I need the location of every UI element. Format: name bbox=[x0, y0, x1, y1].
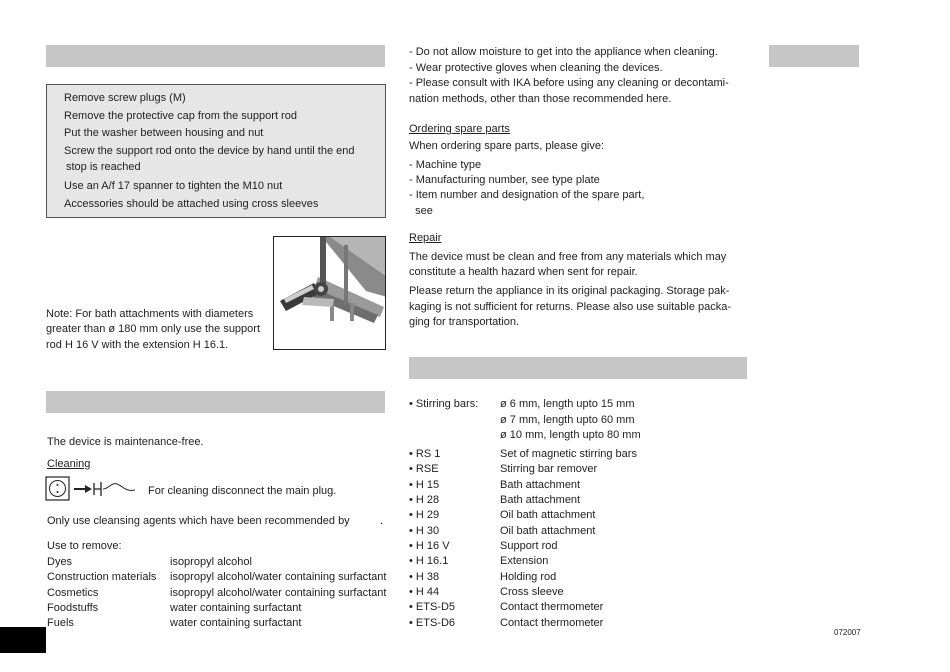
repair-line-4: kaging is not sufficient for returns. Please also use suitable packa- bbox=[409, 301, 732, 313]
header-bar-accessories bbox=[409, 357, 747, 379]
repair-line-1: The device must be clean and free from any materials which may bbox=[409, 251, 727, 263]
accessory-desc: Support rod bbox=[500, 540, 558, 552]
accessory-row-8 bbox=[409, 554, 739, 568]
spare-parts-heading: Ordering spare parts bbox=[409, 123, 510, 135]
assembly-step-3: Put the washer between housing and nut bbox=[64, 127, 264, 139]
spare-parts-intro: When ordering spare parts, please give: bbox=[409, 140, 605, 152]
accessory-desc: Bath attachment bbox=[500, 479, 581, 491]
accessory-row-1 bbox=[409, 447, 739, 461]
accessory-row-3 bbox=[409, 478, 739, 492]
assembly-step-4: Screw the support rod onto the device by hand until the end bbox=[64, 145, 355, 157]
cleaning-heading: Cleaning bbox=[47, 458, 91, 470]
cleaning-row-1 bbox=[47, 555, 387, 569]
stirring-bar-size-1: ø 6 mm, length upto 15 mm bbox=[500, 398, 635, 410]
accessory-row-6 bbox=[409, 524, 739, 538]
accessory-desc: Oil bath attachment bbox=[500, 509, 596, 521]
accessory-row-7 bbox=[409, 539, 739, 553]
stirring-bar-size-3: ø 10 mm, length upto 80 mm bbox=[500, 429, 641, 441]
accessory-row-4 bbox=[409, 493, 739, 507]
accessory-desc: Contact thermometer bbox=[500, 601, 604, 613]
accessory-code: • H 16 V bbox=[409, 540, 450, 552]
accessory-code: • H 30 bbox=[409, 525, 440, 537]
assembly-step-1: Remove screw plugs (M) bbox=[64, 92, 186, 104]
cleaning-agent: water containing surfactant bbox=[170, 602, 302, 614]
note-line-3: rod H 16 V with the extension H 16.1. bbox=[46, 339, 229, 351]
accessory-row-10 bbox=[409, 585, 739, 599]
accessory-code: • ETS-D5 bbox=[409, 601, 456, 613]
support-rod-illustration bbox=[274, 237, 386, 350]
note-line-1: Note: For bath attachments with diameters bbox=[46, 308, 254, 320]
cleaning-item: Foodstuffs bbox=[47, 602, 99, 614]
spare-parts-item-1: - Machine type bbox=[409, 159, 482, 171]
stirring-bars-label: • Stirring bars: bbox=[409, 398, 479, 410]
accessory-row-12 bbox=[409, 616, 739, 630]
cleaning-row-3 bbox=[47, 586, 387, 600]
cleaning-agent: isopropyl alcohol bbox=[170, 556, 252, 568]
header-bar-side-tab bbox=[769, 45, 859, 67]
document-code: 072007 bbox=[834, 628, 861, 637]
cleaning-row-4 bbox=[47, 601, 387, 615]
accessory-desc: Extension bbox=[500, 555, 549, 567]
spare-parts-item-3: - Item number and designation of the spare part, bbox=[409, 189, 645, 201]
warning-line-4: nation methods, other than those recommended here. bbox=[409, 93, 672, 105]
disconnect-note: For cleaning disconnect the main plug. bbox=[148, 485, 337, 497]
header-bar-assembly bbox=[46, 45, 385, 67]
spare-parts-item-2: - Manufacturing number, see type plate bbox=[409, 174, 600, 186]
cleaning-row-2 bbox=[47, 570, 387, 584]
support-rod-photo bbox=[273, 236, 386, 350]
warning-line-1: - Do not allow moisture to get into the appliance when cleaning. bbox=[409, 46, 718, 58]
accessory-row-9 bbox=[409, 570, 739, 584]
accessory-code: • RSE bbox=[409, 463, 439, 475]
accessory-desc: Oil bath attachment bbox=[500, 525, 596, 537]
repair-line-5: ging for transportation. bbox=[409, 316, 520, 328]
assembly-step-4-cont: stop is reached bbox=[66, 161, 141, 173]
spare-parts-item-4: see bbox=[409, 205, 433, 217]
cleaning-item: Dyes bbox=[47, 556, 73, 568]
accessory-code: • H 38 bbox=[409, 571, 440, 583]
cleaning-item: Cosmetics bbox=[47, 587, 99, 599]
accessory-row-2 bbox=[409, 462, 739, 476]
assembly-step-5: Use an A/f 17 spanner to tighten the M10 nut bbox=[64, 180, 283, 192]
accessory-desc: Holding rod bbox=[500, 571, 557, 583]
assembly-step-6: Accessories should be attached using cross sleeves bbox=[64, 198, 319, 210]
maintenance-free-text: The device is maintenance-free. bbox=[47, 436, 204, 448]
note-line-2: greater than ø 180 mm only use the support bbox=[46, 323, 261, 335]
assembly-step-2: Remove the protective cap from the support rod bbox=[64, 110, 297, 122]
repair-heading: Repair bbox=[409, 232, 442, 244]
accessory-desc: Cross sleeve bbox=[500, 586, 564, 598]
cleaning-row-5 bbox=[47, 616, 387, 630]
accessory-desc: Set of magnetic stirring bars bbox=[500, 448, 637, 460]
accessory-code: • RS 1 bbox=[409, 448, 441, 460]
agents-note-end: . bbox=[380, 515, 384, 527]
accessory-row-11 bbox=[409, 600, 739, 614]
accessory-code: • H 44 bbox=[409, 586, 440, 598]
accessory-code: • H 15 bbox=[409, 479, 440, 491]
warning-line-3: - Please consult with IKA before using any cleaning or decontami- bbox=[409, 77, 729, 89]
accessory-row-5 bbox=[409, 508, 739, 522]
repair-line-3: Please return the appliance in its original packaging. Storage pak- bbox=[409, 285, 730, 297]
stirring-bar-size-2: ø 7 mm, length upto 60 mm bbox=[500, 414, 635, 426]
accessory-code: • H 16.1 bbox=[409, 555, 449, 567]
use-to-remove-label: Use to remove: bbox=[47, 540, 122, 552]
page-corner-tab bbox=[0, 627, 46, 653]
cleaning-item: Fuels bbox=[47, 617, 74, 629]
accessory-code: • H 29 bbox=[409, 509, 440, 521]
accessory-code: • ETS-D6 bbox=[409, 617, 456, 629]
repair-line-2: constitute a health hazard when sent for repair. bbox=[409, 266, 638, 278]
disconnect-plug-icon bbox=[45, 476, 145, 502]
accessory-desc: Stirring bar remover bbox=[500, 463, 598, 475]
accessory-code: • H 28 bbox=[409, 494, 440, 506]
cleaning-agent: isopropyl alcohol/water containing surfactant bbox=[170, 587, 387, 599]
accessory-desc: Bath attachment bbox=[500, 494, 581, 506]
assembly-steps-box bbox=[46, 84, 386, 218]
accessory-desc: Contact thermometer bbox=[500, 617, 604, 629]
cleaning-item: Construction materials bbox=[47, 571, 157, 583]
cleaning-agent: water containing surfactant bbox=[170, 617, 302, 629]
warning-line-2: - Wear protective gloves when cleaning the devices. bbox=[409, 62, 663, 74]
header-bar-maintenance bbox=[46, 391, 385, 413]
cleaning-agent: isopropyl alcohol/water containing surfactant bbox=[170, 571, 387, 583]
agents-note: Only use cleansing agents which have been recommended by bbox=[47, 515, 350, 527]
